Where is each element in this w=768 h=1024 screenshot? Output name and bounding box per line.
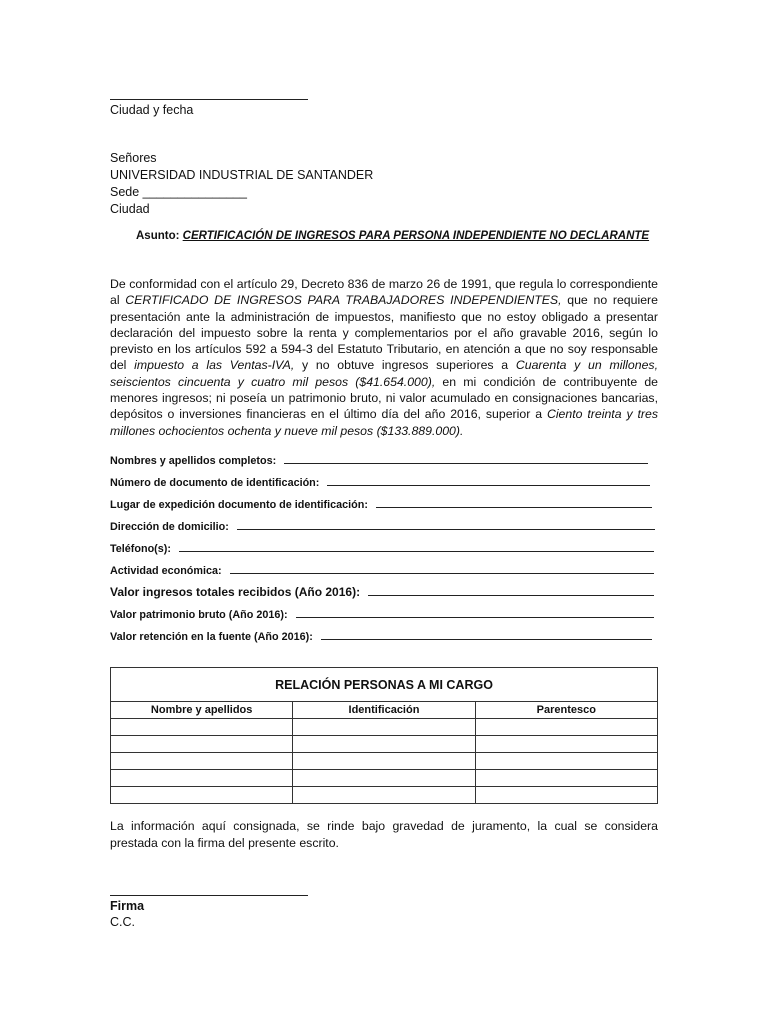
salutation: Señores bbox=[110, 151, 157, 165]
table-cell[interactable] bbox=[111, 736, 293, 753]
table-cell[interactable] bbox=[475, 753, 657, 770]
signature-line[interactable] bbox=[110, 895, 308, 896]
field-fill-line[interactable] bbox=[237, 529, 655, 530]
field-label: Valor patrimonio bruto (Año 2016): bbox=[110, 609, 288, 621]
field-label: Lugar de expedición documento de identificación: bbox=[110, 499, 368, 511]
id-label: C.C. bbox=[110, 915, 135, 929]
field-id-number[interactable] bbox=[110, 473, 650, 489]
field-label: Teléfono(s): bbox=[110, 543, 171, 555]
income-limit: Cuarenta y un millones, seiscientos cincuenta y cuatro mil pesos ($41.654.000), bbox=[110, 358, 658, 389]
field-fill-line[interactable] bbox=[179, 551, 654, 552]
field-label: Valor ingresos totales recibidos (Año 2016): bbox=[110, 585, 361, 599]
field-fill-line[interactable] bbox=[321, 639, 652, 640]
recipient-block bbox=[110, 150, 373, 218]
table-cell[interactable] bbox=[111, 770, 293, 787]
column-header-name: Nombre y apellidos bbox=[111, 702, 293, 719]
body-text-3: y no obtuve ingresos superiores a bbox=[294, 358, 516, 373]
dependents-table-title: RELACIÓN PERSONAS A MI CARGO bbox=[111, 668, 658, 702]
body-text-4: en mi condición de contribuyente de menores ingresos; ni poseía un patrimonio bruto, ni valor acumulado en consignaciones bancarias, depósitos o inversiones financieras en el último día del año 2016, superior a bbox=[110, 374, 659, 422]
table-cell[interactable] bbox=[111, 787, 293, 804]
field-label: Nombres y apellidos completos: bbox=[110, 455, 277, 467]
field-fill-line[interactable] bbox=[230, 573, 654, 574]
table-cell[interactable] bbox=[293, 787, 475, 804]
field-address[interactable] bbox=[110, 517, 655, 533]
place-date-line[interactable] bbox=[110, 99, 308, 100]
asset-limit: Ciento treinta y tres millones ochocientos ochenta y nueve mil pesos ($133.889.000). bbox=[110, 407, 659, 438]
table-row bbox=[111, 719, 658, 736]
field-fill-line[interactable] bbox=[368, 595, 654, 596]
table-row bbox=[111, 753, 658, 770]
subject-label: Asunto: bbox=[136, 230, 180, 242]
place-date-label: Ciudad y fecha bbox=[110, 103, 194, 117]
table-cell[interactable] bbox=[475, 770, 657, 787]
table-cell[interactable] bbox=[293, 736, 475, 753]
table-cell[interactable] bbox=[111, 719, 293, 736]
institution-name: UNIVERSIDAD INDUSTRIAL DE SANTANDER bbox=[110, 168, 374, 182]
field-label: Valor retención en la fuente (Año 2016): bbox=[110, 631, 313, 643]
city-label: Ciudad bbox=[110, 202, 150, 216]
field-gross-assets[interactable] bbox=[110, 605, 654, 621]
table-cell[interactable] bbox=[475, 719, 657, 736]
dependents-table bbox=[110, 667, 658, 804]
site-line: Sede _______________ bbox=[110, 185, 247, 199]
table-header-row bbox=[111, 702, 658, 719]
field-fill-line[interactable] bbox=[284, 463, 648, 464]
table-cell[interactable] bbox=[293, 719, 475, 736]
table-cell[interactable] bbox=[475, 787, 657, 804]
tax-name: impuesto a las Ventas-IVA, bbox=[134, 358, 295, 373]
field-full-name[interactable] bbox=[110, 451, 648, 467]
table-row bbox=[111, 770, 658, 787]
subject-text: CERTIFICACIÓN DE INGRESOS PARA PERSONA INDEPENDIENTE NO DECLARANTE bbox=[182, 230, 650, 242]
column-header-relationship: Parentesco bbox=[475, 702, 657, 719]
field-total-income[interactable] bbox=[110, 583, 654, 599]
declaration-paragraph bbox=[110, 276, 658, 439]
field-withholding[interactable] bbox=[110, 627, 652, 643]
table-cell[interactable] bbox=[293, 770, 475, 787]
table-cell[interactable] bbox=[475, 736, 657, 753]
table-row bbox=[111, 787, 658, 804]
column-header-id: Identificación bbox=[293, 702, 475, 719]
field-fill-line[interactable] bbox=[327, 485, 650, 486]
field-id-issue-place[interactable] bbox=[110, 495, 652, 511]
field-phone[interactable] bbox=[110, 539, 654, 555]
field-label: Número de documento de identificación: bbox=[110, 477, 320, 489]
field-fill-line[interactable] bbox=[376, 507, 652, 508]
closing-statement: La información aquí consignada, se rinde bajo gravedad de juramento, la cual se considera prestada con la firma del presente escrito. bbox=[110, 819, 658, 850]
field-economic-activity[interactable] bbox=[110, 561, 654, 577]
subject-line bbox=[136, 230, 649, 242]
table-cell[interactable] bbox=[293, 753, 475, 770]
signature-label: Firma bbox=[110, 899, 145, 913]
body-text-1: De conformidad con el artículo 29, Decreto 836 de marzo 26 de 1991, que regula lo correspondiente al bbox=[110, 277, 658, 308]
body-text-2: que no requiere presentación ante la administración de impuestos, manifiesto que no estoy obligado a presentar declaración del impuesto sobre la renta y complementarios por el año gravable 2016, según lo previsto en los artículos 592 a 594-3 del Estatuto Tributario, en atención a que no soy responsable del bbox=[110, 293, 658, 373]
certificate-name: CERTIFICADO DE INGRESOS PARA TRABAJADORES INDEPENDIENTES, bbox=[125, 293, 562, 308]
table-row bbox=[111, 736, 658, 753]
field-label: Dirección de domicilio: bbox=[110, 521, 229, 533]
field-label: Actividad económica: bbox=[110, 565, 222, 577]
table-cell[interactable] bbox=[111, 753, 293, 770]
field-fill-line[interactable] bbox=[296, 617, 654, 618]
